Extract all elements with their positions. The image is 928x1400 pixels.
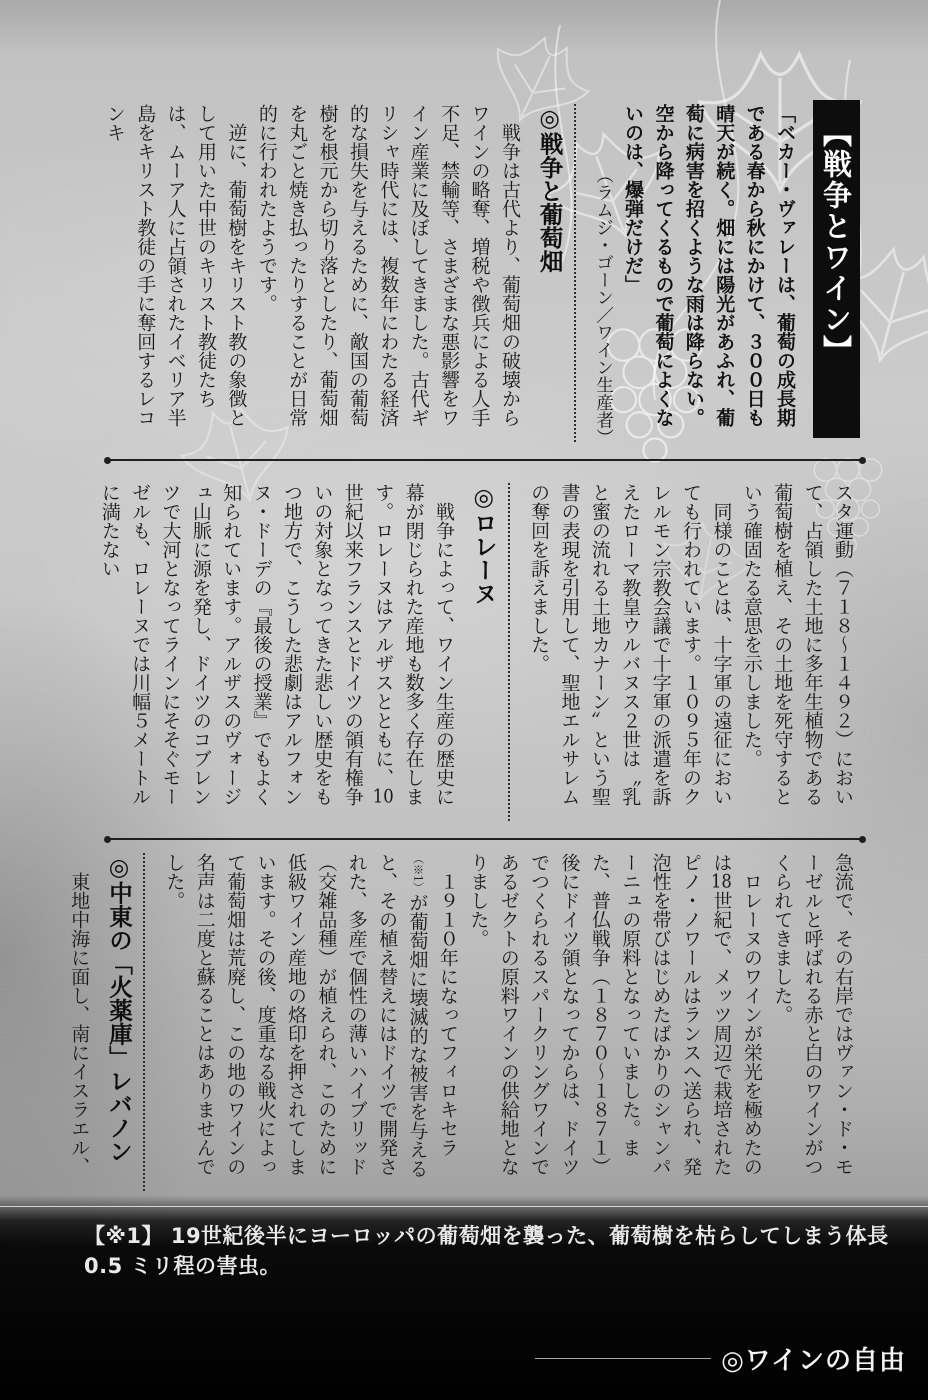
section-heading-war-and-vineyards: ◎戦争と葡萄畑	[533, 104, 576, 442]
epigraph-quote: 「ベカー・ヴァレーは、葡萄の成長期である春から秋にかけて、３００日も晴天が続く。畑には陽光があふれ、葡萄に病害を招くような雨は降らない。空から降ってくるもので葡萄によくないのは、爆弾だけだ」	[622, 104, 796, 427]
page-footer	[535, 1340, 906, 1377]
body-paragraph: 戦争は古代より、葡萄畑の破壊からワインの略奪、増税や徴兵による人手不足、禁輸等、さまざまな悪影響をワイン産業に及ぼしてきました。古代ギリシャ時代には、複数年にわたる経済的な損失を与えるために、敵国の葡萄樹を根元から切り落としたり、葡萄畑を丸ごと焼き払ったりすることが日常的に行われたようです。	[255, 104, 521, 427]
body-paragraph: 戦争によって、ワイン生産の歴史に幕が閉じられた産地も数多く存在します。ロレーヌはアルザスとともに、10世紀以来フランスとドイツの領有権争いの対象となってきた悲しい歴史をもつ地方で、こうした悲劇はアルフォンヌ・ドーデの『最後の授業』でもよく知られています。アルザスのヴォージュ山脈に源を発し、ドイツのコブレンツで大河となってラインにそそぐモーゼルも、ロレーヌでは川幅５メートルに満たない	[98, 483, 455, 806]
body-paragraph: ロレーヌのワインが栄光を極めたのは18世紀で、メッツ周辺で栽培されたピノ・ノワールはランスへ送られ、発泡性を帯びはじめたばかりのシャンパーニュの原料となっていました。また、普仏戦争（１８７０～１８７１）後にドイツ領となってからは、ドイツでつくられるスパークリングワインであるゼクトの原料ワインの供給地となりました。	[467, 853, 763, 1176]
text-band-middle	[98, 483, 858, 821]
footer-rule	[535, 1358, 711, 1359]
section-heading-lorraine: ◎ロレーヌ	[467, 483, 510, 821]
text-band-top	[100, 104, 800, 446]
body-paragraph: スタ運動（７１８～１４９２）において、占領した土地に多年生植物である葡萄樹を植え、その土地を死守するという確固たる意思を示しました。	[740, 483, 854, 806]
footer-section-label: ◎ワインの自由	[721, 1346, 906, 1376]
body-paragraph: 東地中海に面し、南にイスラエル、	[68, 872, 91, 1176]
quote-attribution: （ラムジ・ゴーン／ワイン生産者）	[593, 166, 614, 446]
text-band-bottom	[58, 853, 858, 1191]
band-divider-rule	[106, 459, 864, 461]
footnote-ref: （※1）	[411, 853, 425, 893]
band-divider-rule	[106, 838, 864, 840]
body-paragraph: 急流で、その右岸ではヴァン・ド・モーゼルと呼ばれる赤と白のワインがつくられてきました。	[771, 853, 854, 1176]
body-paragraph: 同様のことは、十字軍の遠征においても行われています。１０９５年のクレルモン宗教会議で十字軍の派遣を訴えたローマ教皇ウルバヌス２世は〝乳と蜜の流れる土地カナーン〟という聖書の表現を引用して、聖地エルサレムの奪回を訴えました。	[528, 483, 733, 806]
footnote-text: 【※1】 19世紀後半にヨーロッパの葡萄畑を襲った、葡萄樹を枯らしてしまう体長 0.5 ミリ程の害虫。	[84, 1224, 889, 1278]
chapter-title-bar	[813, 100, 860, 438]
body-paragraph: １９１０年になってフィロキセラ（※1）が葡萄畑に壊滅的な被害を与えると、その植え替えにはドイツで開発された、多産で個性の薄いハイブリッド（交雑品種）が植えられ、このために低級ワイン産地の烙印を押されてしまいます。その後、度重なる戦火によって葡萄畑は荒廃し、この地のワインの名声は二度と蘇ることはありませんでした。	[163, 853, 459, 1178]
footnote-rule	[0, 1206, 928, 1207]
body-paragraph: 逆に、葡萄樹をキリスト教の象徴として用いた中世のキリスト教徒たちは、ムーア人に占領されたイベリア半島をキリスト教徒の手に奪回するレコンキ	[103, 104, 248, 427]
chapter-title: 【戦争とワイン】	[819, 118, 853, 366]
section-heading-lebanon: ◎中東の「火薬庫」レバノン	[102, 853, 145, 1191]
